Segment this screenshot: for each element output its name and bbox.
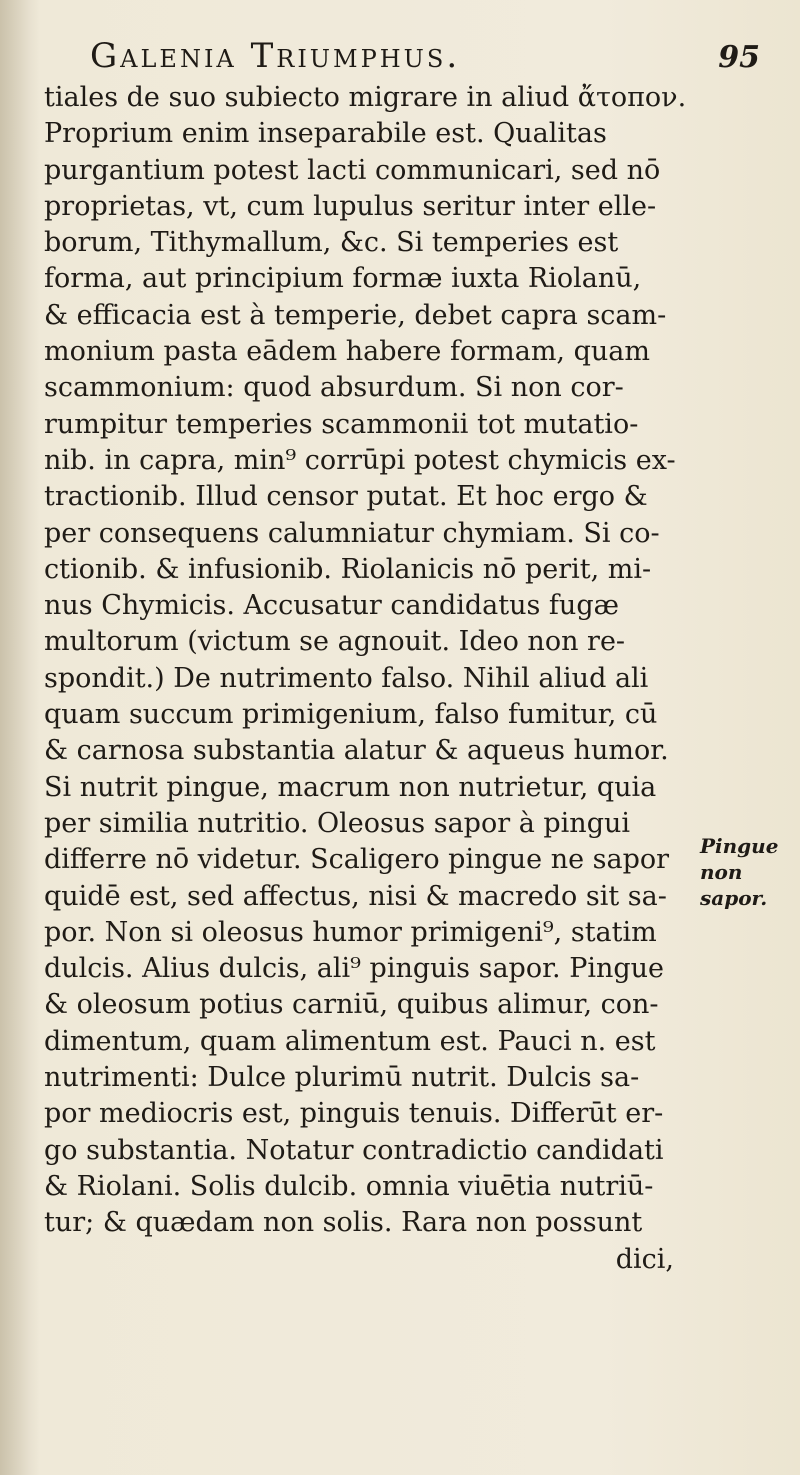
text-line: forma, aut principium formæ iuxta Riolanū, [44, 263, 642, 295]
text-line: dimentum, quam alimentum est. Pauci n. est [44, 1025, 656, 1057]
text-line: tur; & quædam non solis. Rara non possunt [44, 1207, 643, 1239]
text-line: scammonium: quod absurdum. Si non cor- [44, 372, 624, 404]
text-line: ctionib. & infusionib. Riolanicis nō perit, mi- [44, 553, 652, 585]
text-line: quidē est, sed affectus, nisi & macredo sit sa- [44, 880, 667, 912]
text-line: multorum (victum se agnouit. Ideo non re- [44, 626, 626, 658]
body-text [44, 80, 694, 1278]
text-line: por. Non si oleosus humor primigeni⁹, statim [44, 916, 657, 948]
text-line: proprietas, vt, cum lupulus seritur inter elle- [44, 190, 657, 222]
text-line: borum, Tithymallum, &c. Si temperies est [44, 227, 619, 259]
marginal-note [700, 833, 790, 911]
text-line: & oleosum potius carniū, quibus alimur, con- [44, 989, 659, 1021]
text-line: tiales de suo subiecto migrare in aliud ἄτοπον. [44, 82, 687, 113]
text-line: dulcis. Alius dulcis, ali⁹ pinguis sapor. Pingue [44, 953, 665, 985]
page-header [60, 36, 760, 80]
text-line: & Riolani. Solis dulcib. omnia viuētia nutriū- [44, 1170, 654, 1202]
text-line: differre nō videtur. Scaligero pingue ne sapor [44, 844, 670, 876]
text-line: monium pasta eādem habere formam, quam [44, 336, 650, 368]
text-line: tractionib. Illud censor putat. Et hoc ergo & [44, 481, 648, 513]
text-line: nutrimenti: Dulce plurimū nutrit. Dulcis sa- [44, 1062, 640, 1094]
running-head: Galenia Triumphus. [90, 36, 461, 76]
marginal-note-line: sapor. [700, 886, 768, 910]
text-line: nus Chymicis. Accusatur candidatus fugæ [44, 590, 619, 622]
text-line: per consequens calumniatur chymiam. Si co- [44, 517, 660, 549]
marginal-note-line: Pingue non [700, 834, 779, 884]
text-line: & efficacia est à temperie, debet capra scam- [44, 299, 667, 331]
gutter-shadow [0, 0, 40, 1475]
text-line: & carnosa substantia alatur & aqueus humor. [44, 735, 669, 767]
text-line: spondit.) De nutrimento falso. Nihil aliud ali [44, 662, 649, 694]
text-line: quam succum primigenium, falso fumitur, cū [44, 699, 658, 731]
text-line: rumpitur temperies scammonii tot mutatio- [44, 408, 639, 440]
text-line: dici, [615, 1243, 674, 1275]
text-line: Si nutrit pingue, macrum non nutrietur, quia [44, 771, 657, 803]
text-line: per similia nutritio. Oleosus sapor à pingui [44, 807, 630, 839]
text-line: purgantium potest lacti communicari, sed nō [44, 154, 661, 186]
text-line: Proprium enim inseparabile est. Qualitas [44, 118, 607, 150]
text-line: por mediocris est, pinguis tenuis. Differūt er- [44, 1098, 664, 1130]
text-line: go substantia. Notatur contradictio candidati [44, 1134, 664, 1166]
text-line: nib. in capra, min⁹ corrūpi potest chymicis ex- [44, 444, 676, 476]
page-number: 95 [718, 40, 760, 75]
